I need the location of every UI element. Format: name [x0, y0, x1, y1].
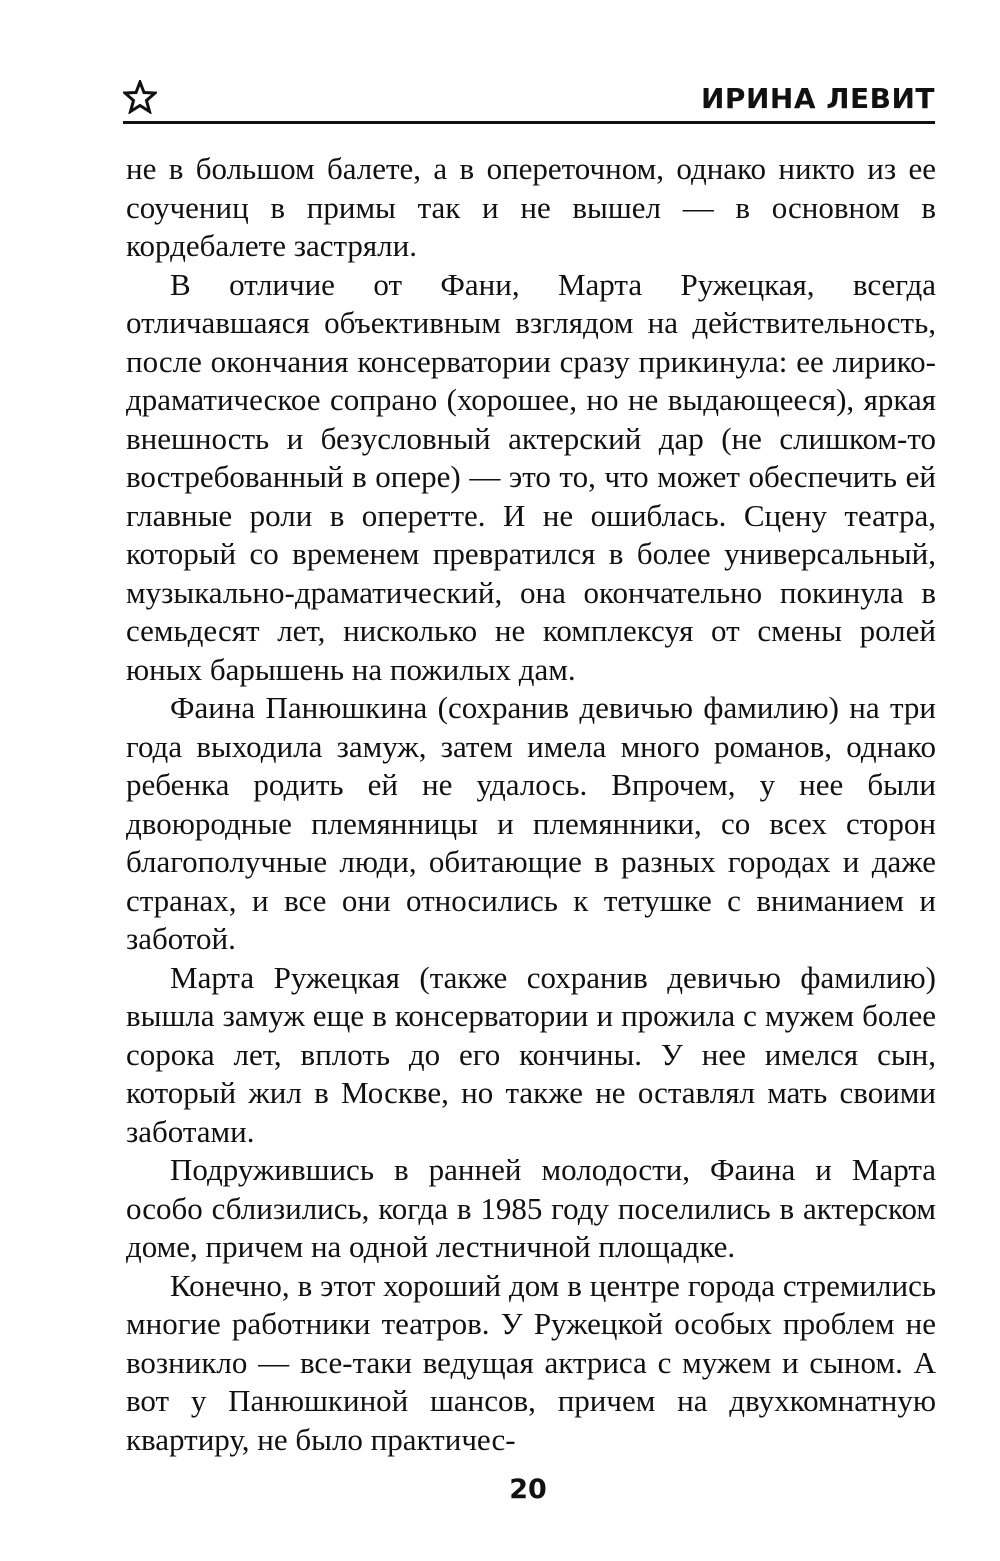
paragraph: Конечно, в этот хороший дом в центре города стремились многие работники театров. У Ружецкой особых проблем не возникло — все-таки ведущая актриса с мужем и сыном. А вот у Панюшкиной шансов, причем на двухкомнатную квартиру, не было практичес-: [126, 1267, 936, 1457]
paragraph: Фаина Панюшкина (сохранив девичью фамилию) на три года выходила замуж, затем имела много романов, однако ребенка родить ей не удалось. Впрочем, у нее были двоюродные племянницы и племянники, со всех сторон благополучные люди, обитающие в разных городах и даже странах, и все они относились к тетушке с вниманием и заботой.: [126, 690, 936, 956]
running-header: [123, 78, 935, 120]
paragraph: Марта Ружецкая (также сохранив девичью фамилию) вышла замуж еще в консерватории и прожила с мужем более сорока лет, вплоть до его кончины. У нее имелся сын, который жил в Москве, но также не оставлял мать своими заботами.: [126, 959, 936, 1149]
header-rule: [123, 121, 935, 124]
page-number: 20: [509, 1474, 547, 1505]
paragraph: В отличие от Фани, Марта Ружецкая, всегда отличавшаяся объективным взглядом на действительность, после окончания консерватории сразу прикинула: ее лирико-драматическое сопрано (хорошее, но не выдающееся), яркая внешность и безусловный актерский дар (не слишком-то востребованный в опере) — это то, что может обеспечить ей главные роли в оперетте. И не ошиблась. Сцену театра, который со временем превратился в более универсальный, музыкально-драматический, она окончательно покинула в семьдесят лет, нисколько не комплексуя от смены ролей юных барышень на пожилых дам.: [126, 266, 936, 687]
star-outline-icon: [123, 80, 157, 114]
body-text: [126, 150, 936, 1459]
author-name: ИРИНА ЛЕВИТ: [701, 82, 935, 115]
paragraph: не в большом балете, а в опереточном, однако никто из ее соучениц в примы так и не вышел — в основном в кордебалете застряли.: [126, 151, 936, 263]
paragraph: Подружившись в ранней молодости, Фаина и Марта особо сблизились, когда в 1985 году поселились в актерском доме, причем на одной лестничной площадке.: [126, 1152, 936, 1264]
